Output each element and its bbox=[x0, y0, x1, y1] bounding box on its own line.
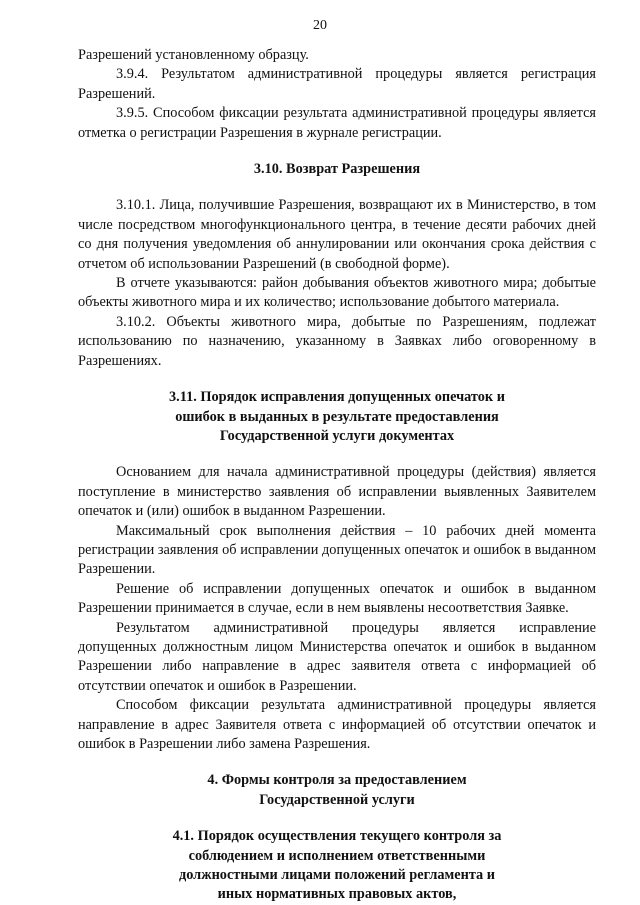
heading-line: должностными лицами положений регламента и bbox=[178, 867, 495, 884]
heading-line: 3.10. Возврат Разрешения bbox=[253, 161, 421, 178]
heading-line: 4. Формы контроля за предоставлением bbox=[207, 772, 467, 789]
paragraph: Основанием для начала административной процедуры (действия) является поступление в министерство заявления об исправлении выявленных Заявителем опечаток и (или) ошибок в выданном Разрешении. bbox=[78, 464, 596, 520]
paragraph: 3.10.2. Объекты животного мира, добытые по Разрешениям, подлежат использованию по назначению, указанному в Заявках либо оговоренному в Разрешениях. bbox=[78, 313, 596, 369]
section-heading bbox=[78, 771, 596, 810]
heading-line: Государственной услуги bbox=[259, 791, 415, 808]
paragraph: Способом фиксации результата административной процедуры является направление в адрес Заявителя ответа с информацией об отсутствии опечаток и ошибок в Разрешении либо замена Разрешения. bbox=[78, 697, 596, 752]
heading-line: иных нормативных правовых актов, bbox=[217, 886, 457, 903]
paragraph: 3.9.4. Результатом административной процедуры является регистрация Разрешений. bbox=[78, 66, 596, 102]
heading-line: Государственной услуги документах bbox=[219, 427, 455, 444]
paragraph: Решение об исправлении допущенных опечаток и ошибок в выданном Разрешении принимается в случае, если в нем выявлены несоответствия Заявке. bbox=[78, 580, 596, 617]
heading-line: 4.1. Порядок осуществления текущего контроля за bbox=[172, 828, 502, 845]
paragraph: В отчете указываются: район добывания объектов животного мира; добытые объекты животного мира и их количество; использование добытого материала. bbox=[78, 275, 596, 311]
paragraph: Разрешений установленному образцу. bbox=[78, 47, 309, 63]
paragraph: 3.9.5. Способом фиксации результата административной процедуры является отметка о регистрации Разрешения в журнале регистрации. bbox=[78, 105, 596, 141]
paragraph: Результатом административной процедуры является исправление допущенных должностным лицом Министерства опечаток и ошибок в выданном Разрешении либо направление в адрес заявителя ответа с информацией об отсутствии опечаток и ошибок в Разрешении. bbox=[78, 619, 596, 694]
section-heading bbox=[78, 160, 596, 179]
document-body bbox=[78, 46, 596, 905]
section-heading bbox=[78, 388, 596, 446]
heading-line: соблюдением и исполнением ответственными bbox=[188, 847, 486, 864]
heading-line: 3.11. Порядок исправления допущенных опечаток и bbox=[169, 389, 505, 406]
paragraph: 3.10.1. Лица, получившие Разрешения, возвращают их в Министерство, в том числе посредством многофункционального центра, в течение десяти рабочих дней со дня получения уведомления об аннулировании или окончания срока действия с отчетом об использовании Разрешений (в свободной форме). bbox=[78, 197, 596, 272]
section-heading bbox=[78, 827, 596, 905]
heading-line: ошибок в выданных в результате предоставления bbox=[175, 408, 499, 425]
page-number: 20 bbox=[313, 18, 327, 33]
paragraph: Максимальный срок выполнения действия – 10 рабочих дней момента регистрации заявления об исправлении допущенных опечаток и ошибок в выданном Разрешении. bbox=[78, 522, 596, 578]
